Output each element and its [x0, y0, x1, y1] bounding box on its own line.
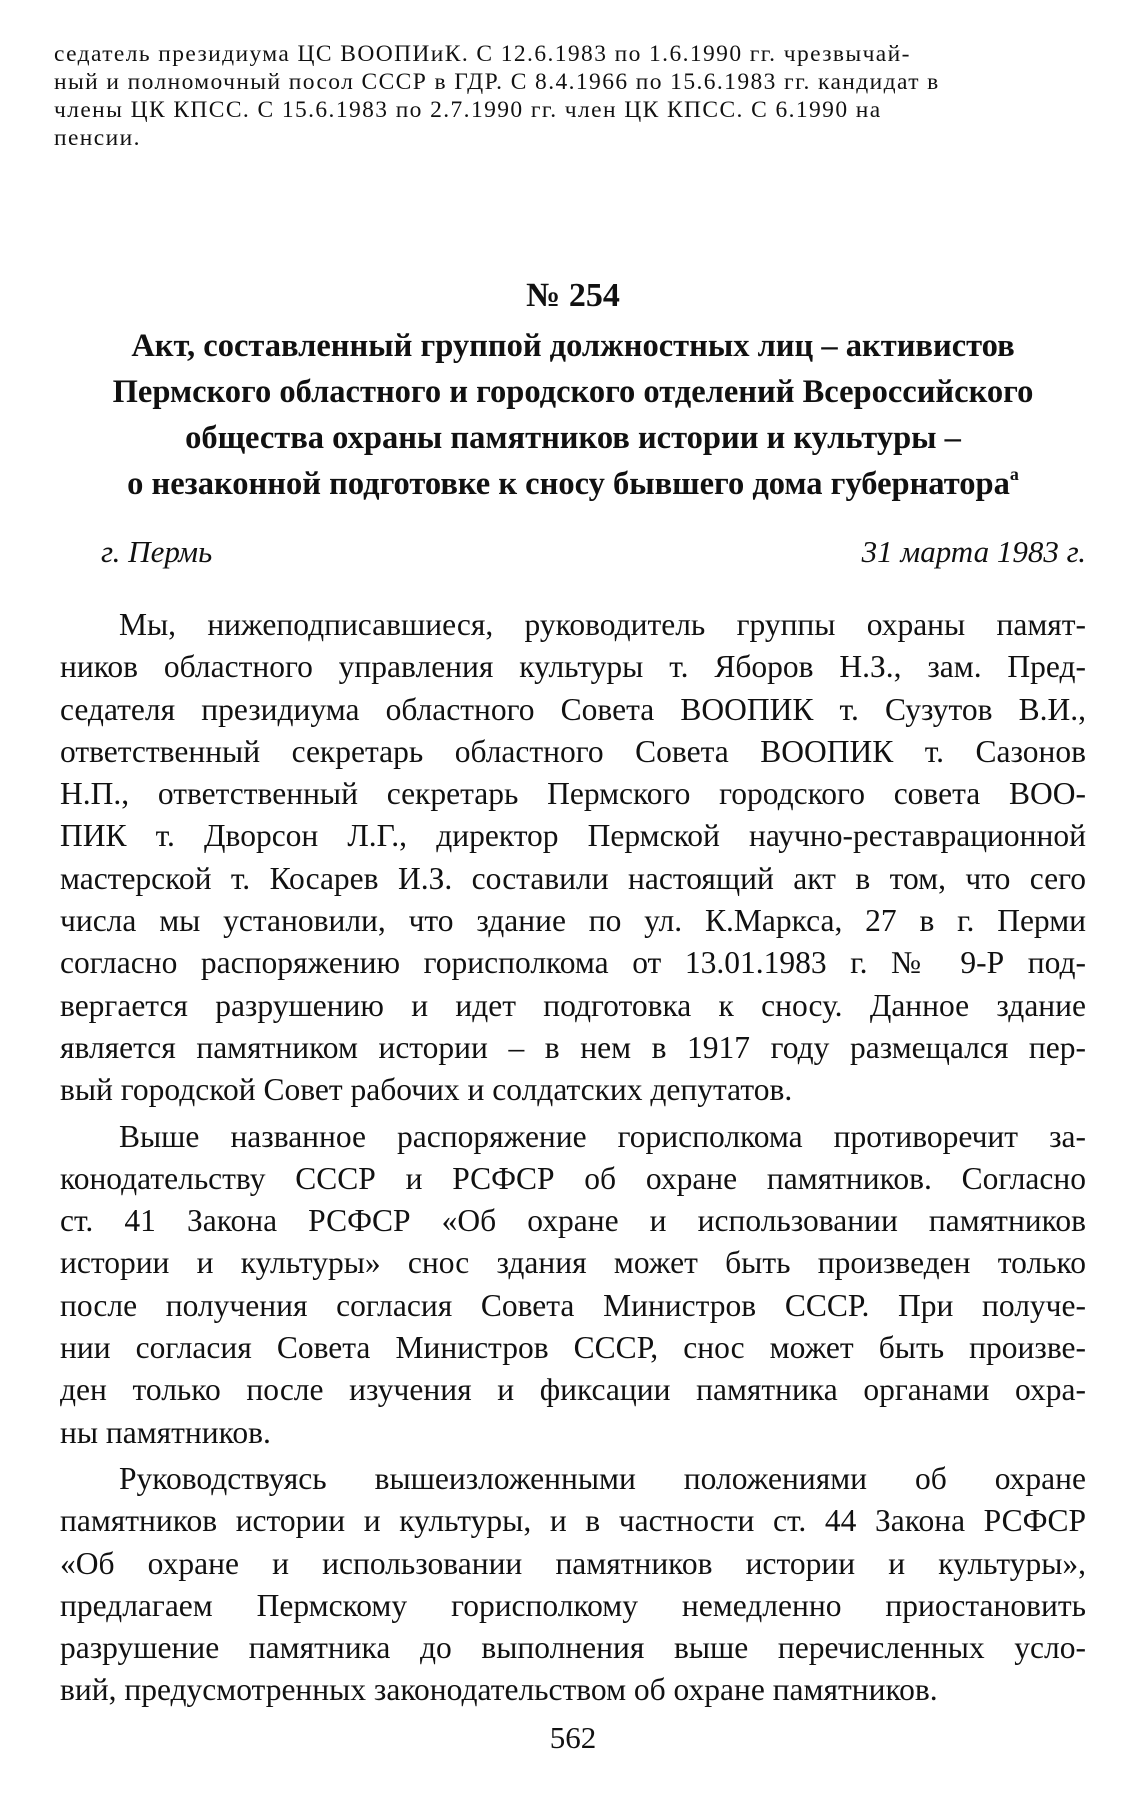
text-line: числа мы установили, что здание по ул. К.Маркса, 27 в г. Перми	[60, 903, 1086, 939]
text-line: вый городской Совет рабочих и солдатских депутатов.	[60, 1072, 793, 1108]
text-line: истории и культуры» снос здания может быть произведен только	[60, 1245, 1086, 1281]
text-line: ников областного управления культуры т. Яборов Н.З., зам. Пред-	[60, 649, 1086, 685]
paragraph-2	[60, 1116, 1086, 1454]
footnote-line: седатель президиума ЦС ВООПИиК. С 12.6.1983 по 1.6.1990 гг. чрезвычай-	[54, 41, 911, 67]
text-line: Н.П., ответственный секретарь Пермского городского совета ВОО-	[60, 776, 1086, 812]
text-line: Руководствуясь вышеизложенными положениями об охране	[119, 1460, 1086, 1496]
title-line-text: о незаконной подготовке к сносу бывшего дома губернатора	[127, 466, 1010, 502]
footnote-continuation	[54, 40, 1088, 152]
title-line: общества охраны памятников истории и культуры –	[185, 420, 961, 456]
text-line: мастерской т. Косарев И.З. составили настоящий акт в том, что сего	[60, 860, 1086, 896]
document-title	[60, 323, 1086, 507]
title-line-last	[60, 461, 1086, 507]
text-line: является памятником истории – в нем в 1917 году размещался пер-	[60, 1029, 1086, 1065]
text-line: предлагаем Пермскому горисполкому немедленно приостановить	[60, 1587, 1086, 1623]
paragraph-3	[60, 1458, 1086, 1712]
text-line: после получения согласия Совета Министров СССР. При получе-	[60, 1287, 1086, 1323]
paragraph-1	[60, 604, 1086, 1112]
text-line: ны памятников.	[60, 1414, 271, 1450]
text-line: ПИК т. Дворсон Л.Г., директор Пермской научно-реставрационной	[60, 818, 1086, 854]
document-place: г. Пермь	[101, 534, 213, 569]
footnote-line: ный и полномочный посол СССР в ГДР. С 8.4.1966 по 15.6.1983 гг. кандидат в	[54, 69, 940, 95]
text-line: ст. 41 Закона РСФСР «Об охране и использовании памятников	[60, 1203, 1086, 1239]
document-number: № 254	[526, 277, 620, 314]
title-line: Пермского областного и городского отделений Всероссийского	[112, 374, 1034, 410]
text-line: нии согласия Совета Министров СССР, снос может быть произве-	[60, 1330, 1086, 1366]
text-line: «Об охране и использовании памятников истории и культуры»,	[60, 1545, 1086, 1581]
text-line: памятников истории и культуры, и в частности ст. 44 Закона РСФСР	[60, 1503, 1086, 1539]
text-line: согласно распоряжению горисполкома от 13.01.1983 г. № 9-Р под-	[60, 945, 1086, 981]
text-line: ден только после изучения и фиксации памятника органами охра-	[60, 1372, 1086, 1408]
document-date: 31 марта 1983 г.	[861, 534, 1086, 569]
text-line: седателя президиума областного Совета ВООПИК т. Сузутов В.И.,	[60, 691, 1086, 727]
text-line: Выше названное распоряжение горисполкома противоречит за-	[119, 1118, 1086, 1154]
text-line: ответственный секретарь областного Совета ВООПИК т. Сазонов	[60, 733, 1086, 769]
footnote-line: пенсии.	[54, 125, 141, 151]
text-line: Мы, нижеподписавшиеся, руководитель группы охраны памят-	[119, 607, 1086, 642]
text-line: вий, предусмотренных законодательством об охране памятников.	[60, 1672, 938, 1708]
document-body	[60, 604, 1086, 1716]
text-line: разрушение памятника до выполнения выше перечисленных усло-	[60, 1630, 1086, 1666]
title-line: Акт, составленный группой должностных лиц – активистов	[131, 328, 1015, 364]
title-note-mark: а	[1009, 464, 1019, 484]
page-number: 562	[549, 1720, 597, 1755]
text-line: вергается разрушению и идет подготовка к сносу. Данное здание	[60, 987, 1086, 1023]
footnote-line: члены ЦК КПСС. С 15.6.1983 по 2.7.1990 гг. член ЦК КПСС. С 6.1990 на	[54, 97, 882, 123]
text-line: конодательству СССР и РСФСР об охране памятников. Согласно	[60, 1160, 1086, 1196]
